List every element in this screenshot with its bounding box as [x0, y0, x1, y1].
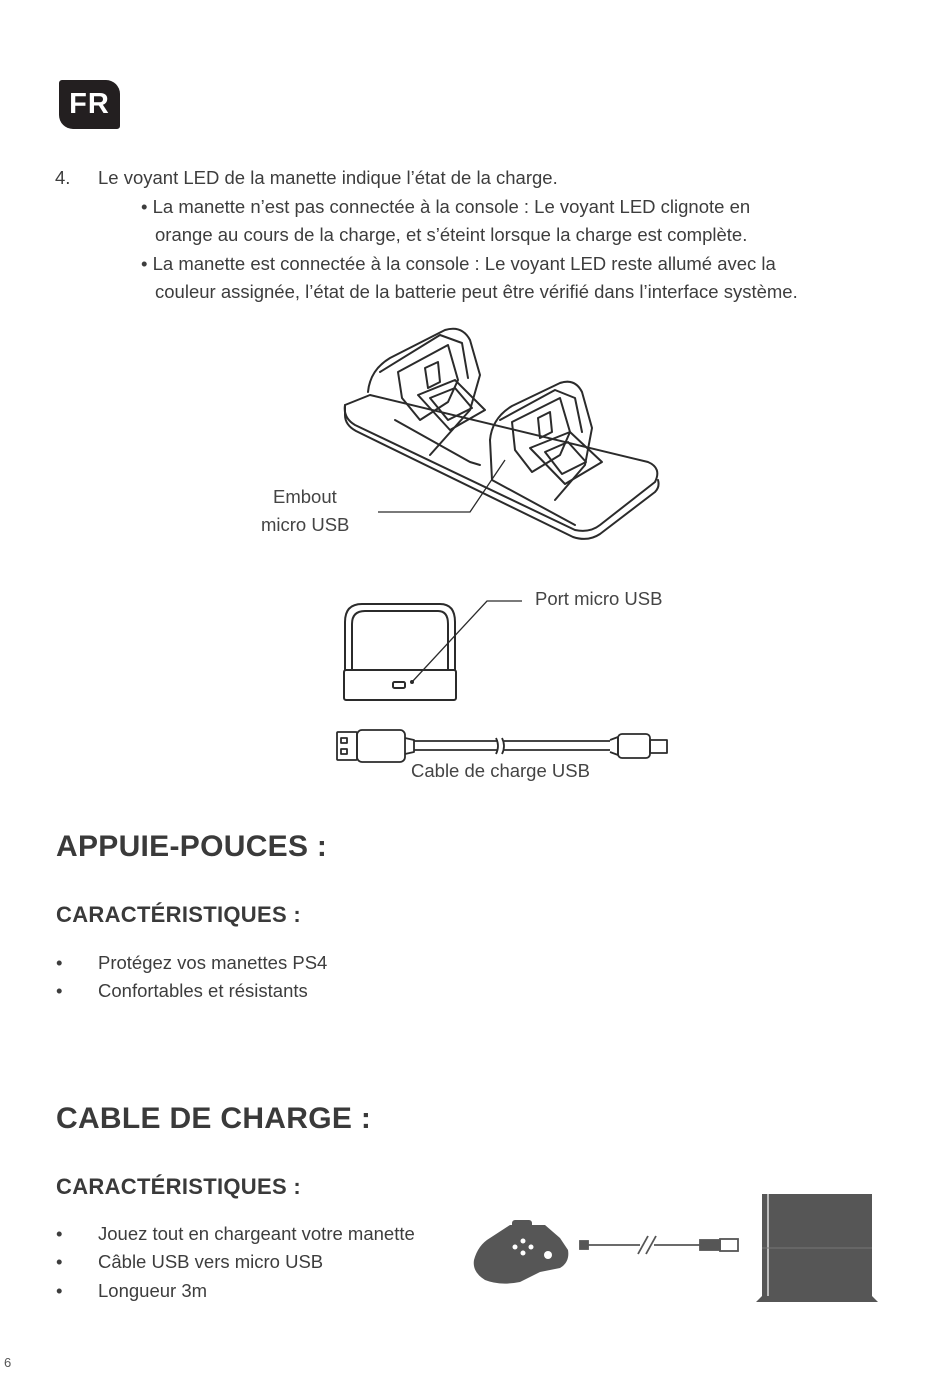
sub-bullet-1-line2: orange au cours de la charge, et s’éteint lorsque la charge est complète. — [155, 224, 748, 245]
bullet-marker: • — [56, 980, 63, 1001]
label-micro-usb-tip-line2: micro USB — [261, 514, 350, 535]
feature-item: Longueur 3m — [98, 1280, 208, 1301]
bullet-marker: • — [56, 1280, 63, 1301]
label-usb-cable: Cable de charge USB — [411, 760, 590, 781]
section-heading-thumb-grips: APPUIE-POUCES : — [56, 830, 328, 863]
label-micro-usb-port: Port micro USB — [535, 588, 663, 609]
sub-bullet-2-line1: • La manette est connectée à la console : Le voyant LED reste allumé avec la — [141, 253, 776, 274]
feature-item: Confortables et résistants — [98, 980, 308, 1001]
sub-bullet-1-line1: • La manette n’est pas connectée à la console : Le voyant LED clignote en — [141, 196, 751, 217]
feature-item: Câble USB vers micro USB — [98, 1251, 324, 1272]
section-subheading-features-1: CARACTÉRISTIQUES : — [56, 902, 301, 927]
step-number: 4. — [55, 167, 71, 188]
label-micro-usb-tip-line1: Embout — [273, 486, 337, 507]
section-subheading-features-2: CARACTÉRISTIQUES : — [56, 1174, 301, 1199]
bullet-marker: • — [56, 1223, 63, 1244]
page-number: 6 — [4, 1355, 12, 1370]
feature-item: Protégez vos manettes PS4 — [98, 952, 328, 973]
feature-item: Jouez tout en chargeant votre manette — [98, 1223, 415, 1244]
sub-bullet-2-line2: couleur assignée, l’état de la batterie peut être vérifié dans l’interface système. — [155, 281, 798, 302]
bullet-marker: • — [56, 1251, 63, 1272]
step-text: Le voyant LED de la manette indique l’état de la charge. — [98, 167, 558, 188]
language-badge: FR — [59, 80, 120, 129]
section-heading-charging-cable: CABLE DE CHARGE : — [56, 1102, 372, 1135]
bullet-marker: • — [56, 952, 63, 973]
